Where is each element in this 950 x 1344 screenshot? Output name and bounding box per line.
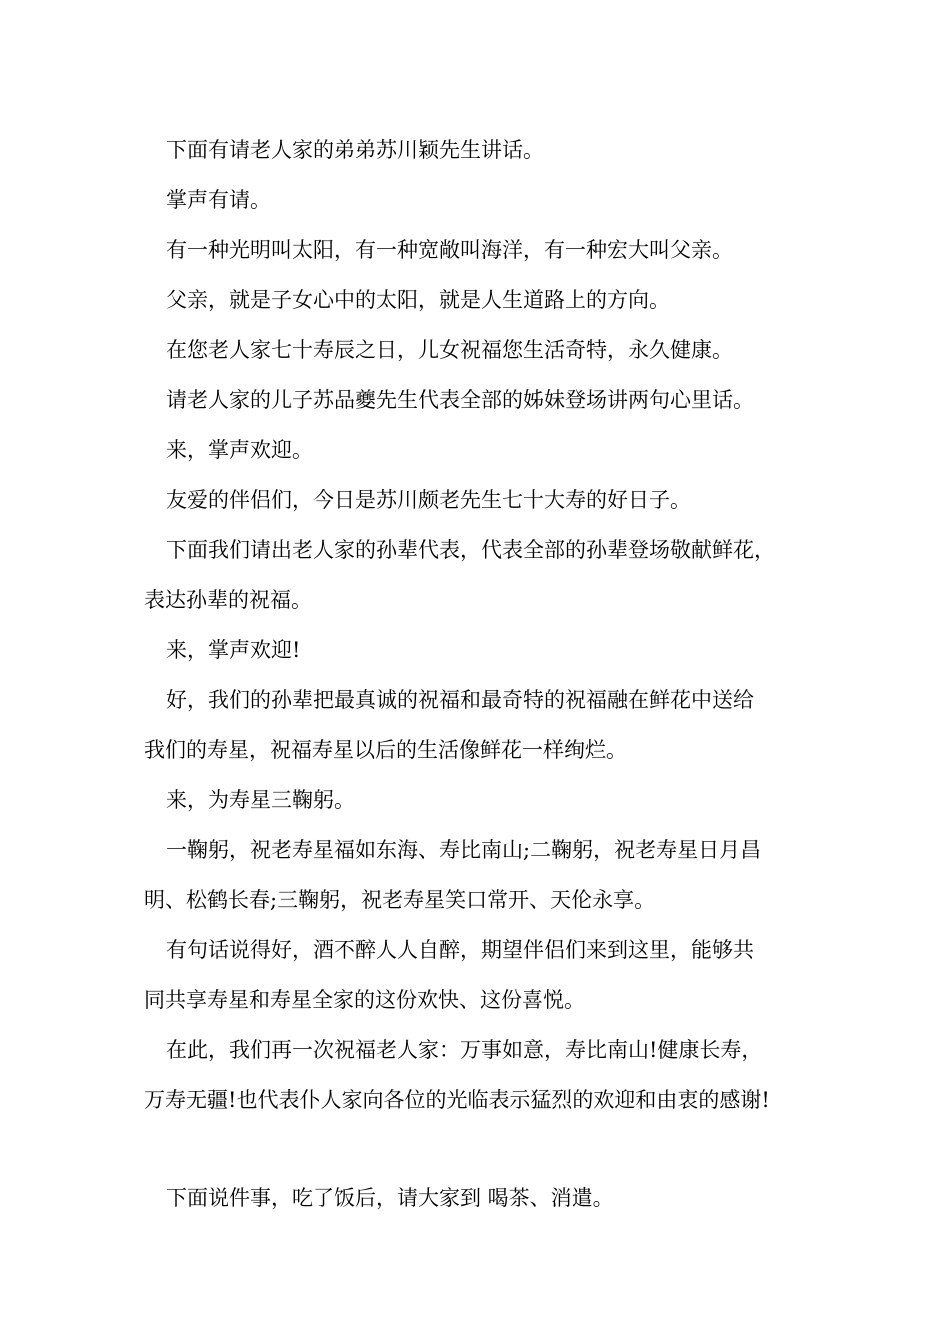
paragraph-line: 表达孙辈的祝福。 bbox=[144, 588, 312, 612]
paragraph-line: 有句话说得好，酒不醉人人自醉，期望伴侣们来到这里，能够共 bbox=[166, 938, 754, 962]
paragraph-line: 来，为寿星三鞠躬。 bbox=[166, 788, 355, 812]
paragraph-line: 掌声有请。 bbox=[166, 188, 271, 212]
paragraph-line: 好，我们的孙辈把最真诚的祝福和最奇特的祝福融在鲜花中送给 bbox=[166, 688, 754, 712]
paragraph-line: 有一种光明叫太阳，有一种宽敞叫海洋，有一种宏大叫父亲。 bbox=[166, 238, 733, 262]
paragraph-line: 下面说件事，吃了饭后，请大家到 喝茶、消遣。 bbox=[166, 1186, 614, 1210]
paragraph-line: 在此，我们再一次祝福老人家：万事如意，寿比南山!健康长寿， bbox=[166, 1038, 763, 1062]
paragraph-line: 明、松鹤长春;三鞠躬，祝老寿星笑口常开、天伦永享。 bbox=[144, 888, 656, 912]
paragraph-line: 下面我们请出老人家的孙辈代表，代表全部的孙辈登场敬献鲜花， bbox=[166, 538, 775, 562]
paragraph-line: 来，掌声欢迎。 bbox=[166, 438, 313, 462]
paragraph-line: 来，掌声欢迎! bbox=[166, 638, 301, 662]
paragraph-line: 父亲，就是子女心中的太阳，就是人生道路上的方向。 bbox=[166, 288, 670, 312]
paragraph-line: 下面有请老人家的弟弟苏川颖先生讲话。 bbox=[166, 138, 544, 162]
paragraph-line: 同共享寿星和寿星全家的这份欢快、这份喜悦。 bbox=[144, 988, 585, 1012]
paragraph-line: 友爱的伴侣们，今日是苏川颇老先生七十大寿的好日子。 bbox=[166, 488, 691, 512]
paragraph-line: 在您老人家七十寿辰之日，儿女祝福您生活奇特，永久健康。 bbox=[166, 338, 733, 362]
paragraph-line: 一鞠躬，祝老寿星福如东海、寿比南山;二鞠躬，祝老寿星日月昌 bbox=[166, 838, 762, 862]
paragraph-line: 我们的寿星，祝福寿星以后的生活像鲜花一样绚烂。 bbox=[144, 738, 627, 762]
paragraph-line: 请老人家的儿子苏品夔先生代表全部的姊妹登场讲两句心里话。 bbox=[166, 388, 754, 412]
paragraph-line: 万寿无疆!也代表仆人家向各位的光临表示猛烈的欢迎和由衷的感谢! bbox=[144, 1088, 770, 1112]
